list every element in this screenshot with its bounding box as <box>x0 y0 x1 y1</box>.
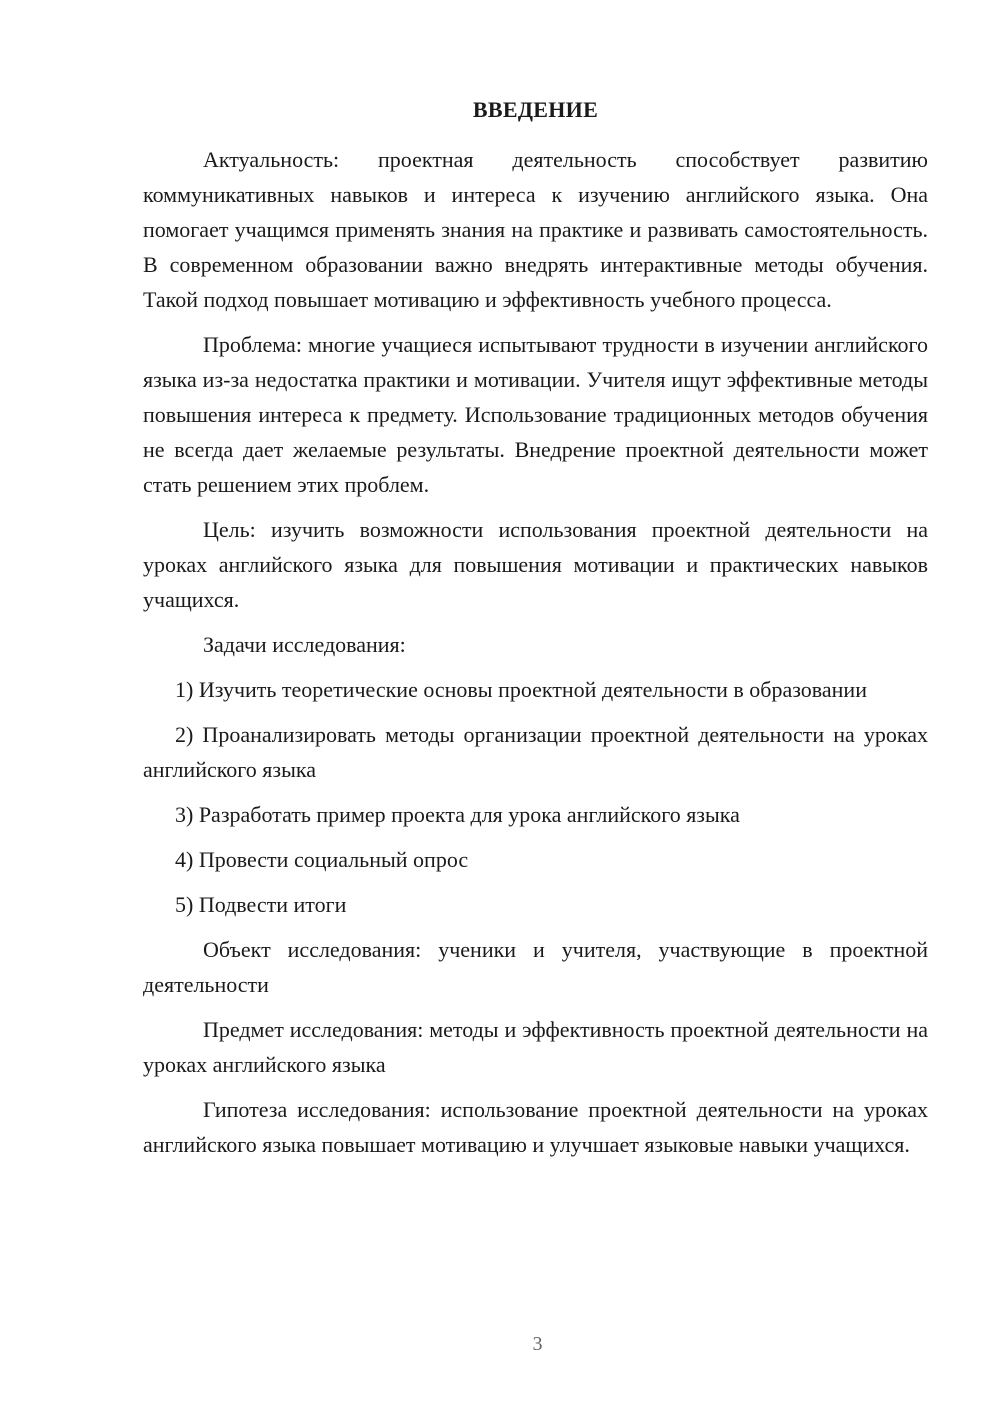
subject-paragraph: Предмет исследования: методы и эффективность проектной деятельности на уроках английского языка <box>143 1017 928 1077</box>
tasks-list <box>143 672 928 922</box>
relevance-paragraph: Актуальность: проектная деятельность способствует развитию коммуникативных навыков и интереса к изучению английского языка. Она помогает учащимся применять знания на практике и развивать самостоятельность. В современном образовании важно внедрять интерактивные методы обучения. Такой подход повышает мотивацию и эффективность учебного процесса. <box>143 147 928 312</box>
problem-paragraph: Проблема: многие учащиеся испытывают трудности в изучении английского языка из-за недостатка практики и мотивации. Учителя ищут эффективные методы повышения интереса к предмету. Использование традиционных методов обучения не всегда дает желаемые результаты. Внедрение проектной деятельности может стать решением этих проблем. <box>143 332 928 497</box>
page-body <box>143 92 928 1172</box>
list-item: 2) Проанализировать методы организации проектной деятельности на уроках английского языка <box>143 722 928 782</box>
section-heading: ВВЕДЕНИЕ <box>472 97 599 122</box>
goal-paragraph: Цель: изучить возможности использования проектной деятельности на уроках английского языка для повышения мотивации и практических навыков учащихся. <box>143 517 928 612</box>
list-item: 1) Изучить теоретические основы проектной деятельности в образовании <box>175 677 867 702</box>
object-paragraph: Объект исследования: ученики и учителя, участвующие в проектной деятельности <box>143 937 928 997</box>
list-item: 4) Провести социальный опрос <box>175 847 469 872</box>
list-item: 3) Разработать пример проекта для урока английского языка <box>175 802 740 827</box>
page-number: 3 <box>532 1333 543 1355</box>
list-item: 5) Подвести итоги <box>175 892 347 917</box>
hypothesis-paragraph: Гипотеза исследования: использование проектной деятельности на уроках английского языка повышает мотивацию и улучшает языковые навыки учащихся. <box>143 1097 928 1157</box>
tasks-heading: Задачи исследования: <box>203 632 406 657</box>
